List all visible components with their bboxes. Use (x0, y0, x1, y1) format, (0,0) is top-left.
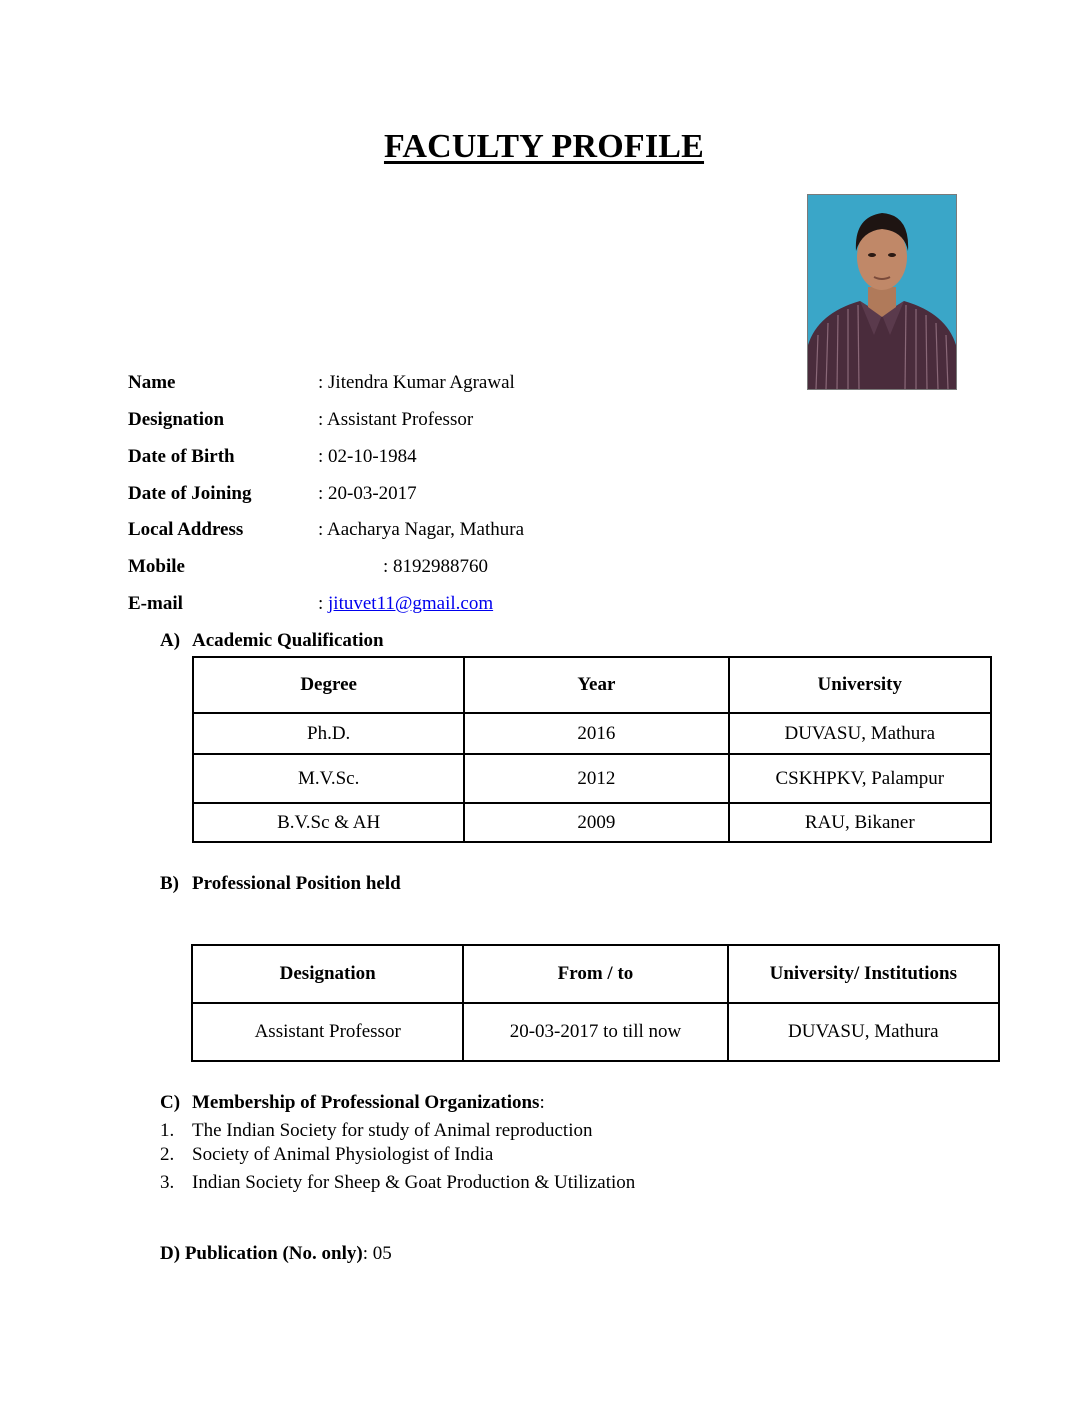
table-cell: M.V.Sc. (193, 754, 464, 803)
list-number: 2. (160, 1144, 175, 1165)
table-row (193, 713, 991, 754)
list-text: Indian Society for Sheep & Goat Production & Utilization (192, 1172, 636, 1193)
table-cell: CSKHPKV, Palampur (729, 754, 991, 803)
list-item (160, 1120, 593, 1142)
page-title: FACULTY PROFILE (383, 128, 705, 165)
name-value: : Jitendra Kumar Agrawal (318, 372, 515, 393)
email-row (318, 593, 493, 615)
profile-photo (807, 194, 957, 390)
list-text: The Indian Society for study of Animal reproduction (192, 1120, 593, 1141)
table-header-cell: University (729, 657, 991, 713)
table-header-cell: From / to (463, 945, 727, 1003)
section-b-heading (160, 873, 401, 895)
section-d-letter: D) (160, 1243, 181, 1264)
designation-label: Designation (128, 409, 225, 430)
name-label: Name (128, 372, 176, 393)
address-label: Local Address (128, 519, 244, 540)
list-number: 3. (160, 1172, 175, 1193)
mobile-value: : 8192988760 (383, 556, 489, 577)
list-text: Society of Animal Physiologist of India (192, 1144, 494, 1165)
table-row (193, 754, 991, 803)
table-header-row (193, 657, 991, 713)
doj-value: : 20-03-2017 (318, 483, 417, 504)
table-cell: DUVASU, Mathura (728, 1003, 999, 1061)
table-header-cell: Year (464, 657, 728, 713)
table-cell: 2012 (464, 754, 728, 803)
academic-qualification-table (192, 656, 992, 843)
section-b-title: Professional Position held (192, 873, 401, 894)
table-cell: RAU, Bikaner (729, 803, 991, 842)
list-item (160, 1144, 493, 1166)
dob-value: : 02-10-1984 (318, 446, 417, 467)
table-cell: DUVASU, Mathura (729, 713, 991, 754)
table-cell: Assistant Professor (192, 1003, 463, 1061)
section-d-suffix: : 05 (362, 1243, 392, 1264)
table-cell: B.V.Sc & AH (193, 803, 464, 842)
professional-position-table (191, 944, 1000, 1062)
table-cell: 2009 (464, 803, 728, 842)
section-a-letter: A) (160, 630, 181, 651)
table-header-cell: Degree (193, 657, 464, 713)
table-cell: 20-03-2017 to till now (463, 1003, 727, 1061)
designation-value: : Assistant Professor (318, 409, 474, 430)
section-c-title: Membership of Professional Organizations (192, 1092, 540, 1113)
table-row (192, 1003, 999, 1061)
table-header-row (192, 945, 999, 1003)
address-value: : Aacharya Nagar, Mathura (318, 519, 525, 540)
section-a-heading (160, 630, 384, 652)
email-label: E-mail (128, 593, 183, 614)
section-d-heading (160, 1243, 392, 1265)
table-row (193, 803, 991, 842)
dob-label: Date of Birth (128, 446, 235, 467)
section-a-title: Academic Qualification (192, 630, 384, 651)
email-prefix: : (318, 593, 329, 614)
table-cell: Ph.D. (193, 713, 464, 754)
section-c-heading (160, 1092, 545, 1114)
table-header-cell: Designation (192, 945, 463, 1003)
list-item (160, 1172, 635, 1194)
table-cell: 2016 (464, 713, 728, 754)
email-link[interactable]: jituvet11@gmail.com (328, 593, 494, 614)
table-header-cell: University/ Institutions (728, 945, 999, 1003)
doj-label: Date of Joining (128, 483, 252, 504)
section-c-suffix: : (539, 1092, 545, 1113)
section-c-letter: C) (160, 1092, 181, 1113)
section-d-title: Publication (No. only) (184, 1243, 363, 1264)
section-b-letter: B) (160, 873, 179, 894)
mobile-label: Mobile (128, 556, 185, 577)
list-number: 1. (160, 1120, 175, 1141)
